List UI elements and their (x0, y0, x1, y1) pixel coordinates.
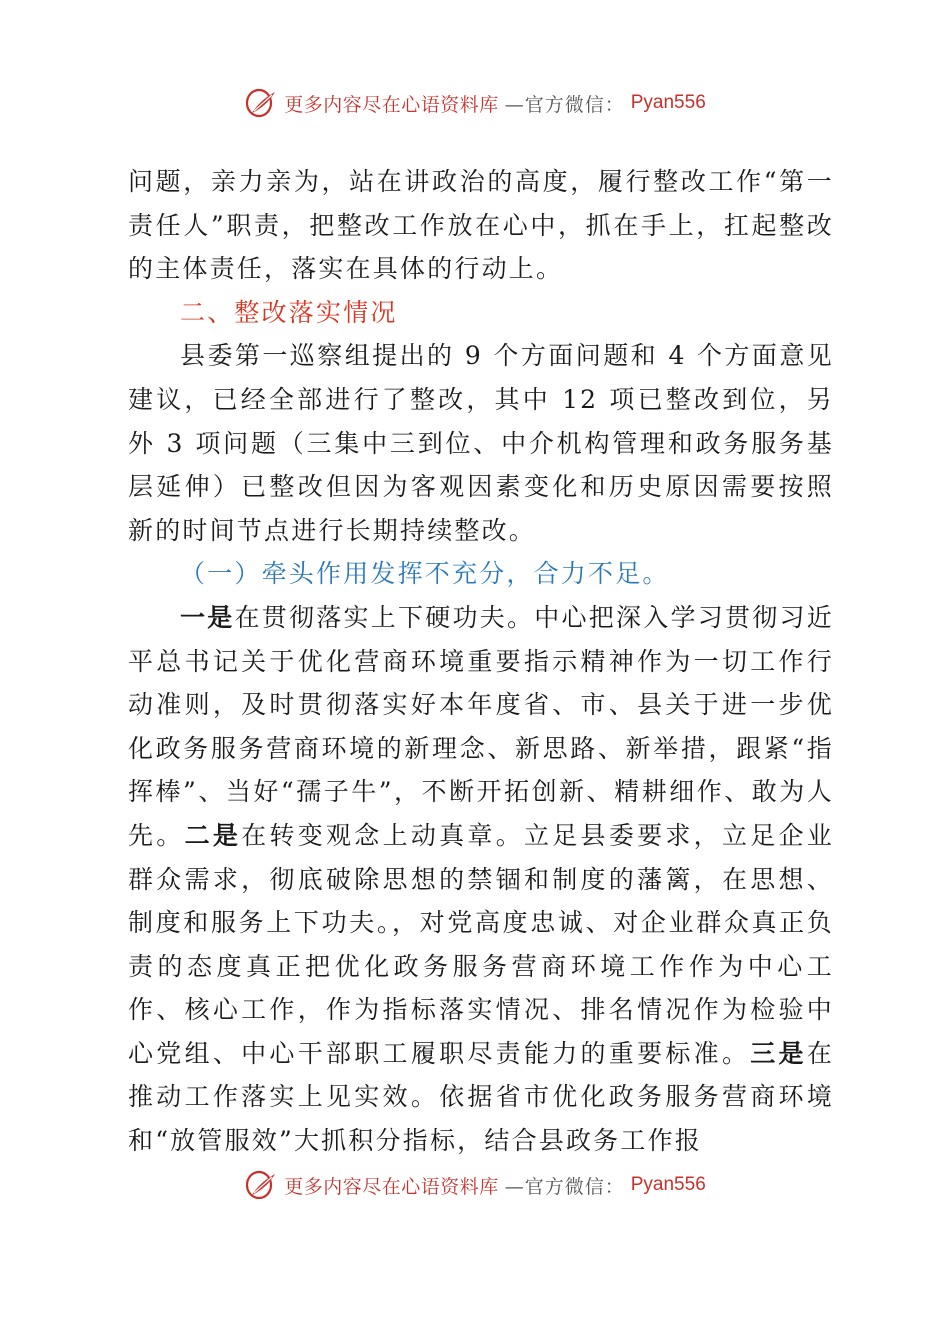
measure-text-2: 在转变观念上动真章。立足县委要求，立足企业群众需求，彻底破除思想的禁锢和制度的藩篱，在思想、制度和服务上下功夫。，对党高度忠诚、对企业群众真正负责的态度真正把优化政务服务营商环境工作作为中心工作、核心工作，作为指标落实情况、排名情况作为检验中心党组、中心干部职工履职尽责能力的重要标准。 (128, 820, 835, 1068)
banner-separator-text: —官方微信： (504, 1175, 625, 1198)
banner-separator-text: —官方微信： (504, 93, 625, 116)
banner-main-text: 更多内容尽在心语资料库 (284, 93, 499, 116)
banner-account-id: Pyan556 (630, 92, 706, 113)
paragraph-rectification-summary: 县委第一巡察组提出的 9 个方面问题和 4 个方面意见建议，已经全部进行了整改，其中 12 项已整改到位，另外 3 项问题（三集中三到位、中介机构管理和政务服务基层延伸）已整改但因为客观因素变化和历史原因需要按照新的时间节点进行长期持续整改。 (128, 341, 834, 545)
measure-text-3: 在推动工作落实上见实效。依据省市优化政务服务营商环境和“放管服效”大抓积分指标，结合县政务工作报 (128, 1038, 835, 1156)
measure-text-1: 在贯彻落实上下硬功夫。中心把深入学习贯彻习近平总书记关于优化营商环境重要指示精神作为一切工作行动准则，及时贯彻落实好本年度省、市、县关于进一步优化政务服务营商环境的新理念、新思路、新举措，跟紧“指挥棒”、当好“孺子牛”，不断开拓创新、精耕细作、敢为人先。 (128, 602, 835, 850)
subsection-heading-1: （一）牵头作用发挥不充分，合力不足。 (180, 559, 670, 589)
feather-pen-logo-icon (244, 1168, 278, 1202)
banner-main-text: 更多内容尽在心语资料库 (284, 1175, 499, 1198)
document-body (128, 160, 834, 1163)
feather-pen-logo-icon (244, 86, 278, 120)
paragraph-continuation: 问题，亲力亲为，站在讲政治的高度，履行整改工作“第一责任人”职责，把整改工作放在心中，抓在手上，扛起整改的主体责任，落实在具体的行动上。 (128, 167, 834, 284)
lead-phrase-2: 二是 (184, 820, 242, 850)
paragraph-measures (128, 596, 834, 1163)
lead-phrase-3: 三是 (750, 1038, 807, 1068)
lead-phrase-1: 一是 (180, 602, 235, 632)
header-watermark-banner (0, 83, 950, 123)
banner-account-id: Pyan556 (630, 1174, 706, 1195)
footer-watermark-banner (0, 1165, 950, 1205)
section-heading-rectification: 二、整改落实情况 (180, 297, 398, 327)
